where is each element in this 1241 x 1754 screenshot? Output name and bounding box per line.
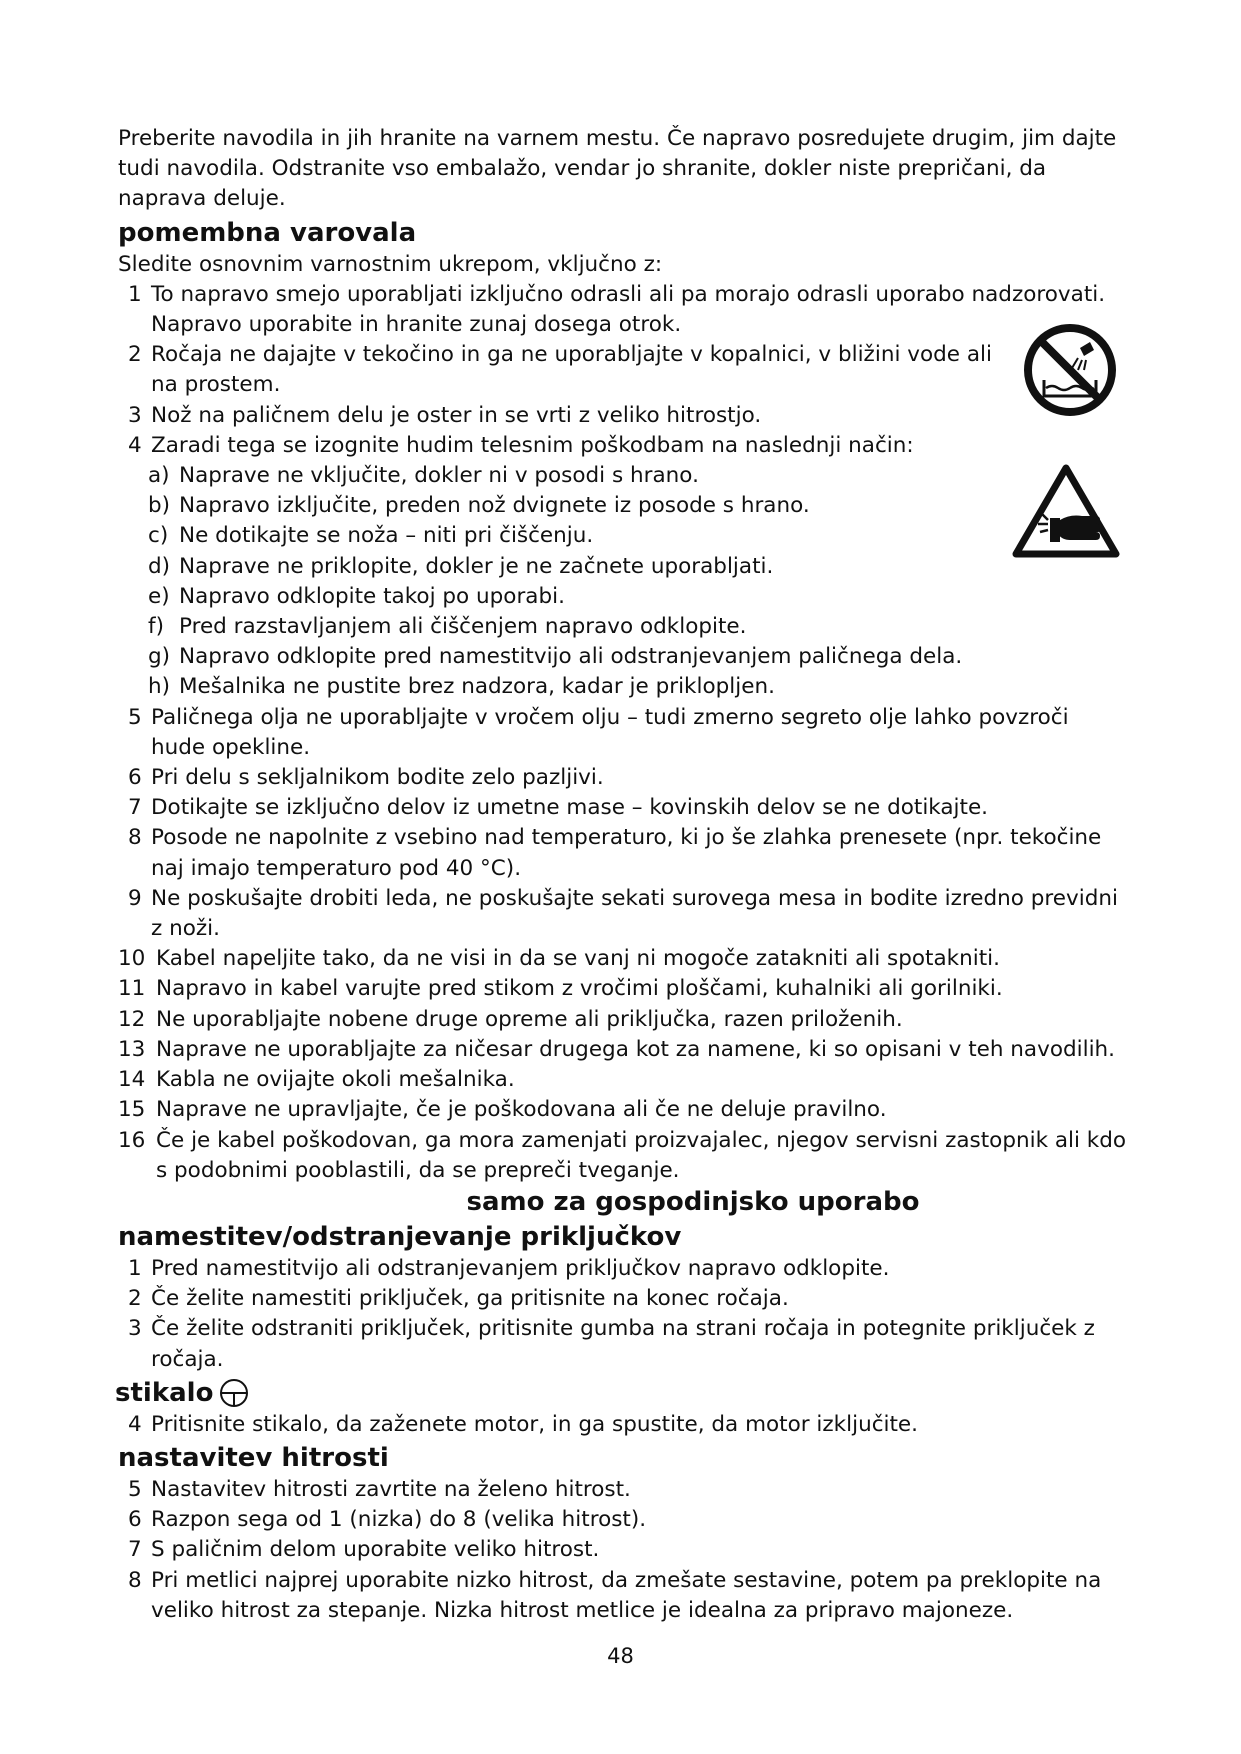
item-text: Napravo in kabel varujte pred stikom z vročimi ploščami, kuhalniki ali gorilniki. <box>156 976 1003 1002</box>
power-switch-icon <box>218 1377 250 1409</box>
item-number: 12 <box>118 1006 146 1032</box>
item-number: 8 <box>128 1567 142 1593</box>
sub-item-text: Naprave ne vključite, dokler ni v posodi s hrano. <box>179 463 699 489</box>
list-item <box>118 1410 1128 1440</box>
item-number: 1 <box>128 1255 142 1281</box>
sub-item-letter: b) <box>148 493 171 519</box>
item-number: 4 <box>128 432 142 458</box>
list-item <box>118 1254 1128 1284</box>
list-item <box>118 823 1128 883</box>
list-item <box>118 1284 1128 1314</box>
switch-heading-row <box>115 1377 1128 1410</box>
document-page <box>115 124 1128 1626</box>
list-item <box>118 1065 1128 1095</box>
item-number: 8 <box>128 825 142 851</box>
list-item <box>118 763 1128 793</box>
item-text: Posode ne napolnite z vsebino nad temperaturo, ki jo še zlahka prenesete (npr. tekočine naj imajo temperaturo pod 40 °C). <box>151 825 1102 881</box>
item-text: Kabla ne ovijajte okoli mešalnika. <box>156 1067 515 1093</box>
item-text: Ne poskušajte drobiti leda, ne poskušajte sekati surovega mesa in bodite izredno previdni z noži. <box>151 885 1118 942</box>
item-text: Če želite odstraniti priključek, pritisnite gumba na strani ročaja in potegnite priključek z ročaja. <box>151 1316 1095 1372</box>
speed-heading: nastavitev hitrosti <box>118 1442 389 1473</box>
sub-item-text: Mešalnika ne pustite brez nadzora, kadar je priklopljen. <box>179 674 775 700</box>
sub-item-letter: a) <box>148 463 170 489</box>
sub-list-item <box>118 642 1128 672</box>
sub-item-text: Napravo izključite, preden nož dvignete iz posode s hrano. <box>179 493 810 519</box>
item-text: Ročaja ne dajajte v tekočino in ga ne uporabljajte v kopalnici, v bližini vode ali na prostem. <box>151 342 992 398</box>
list-item <box>118 401 1128 431</box>
list-item <box>118 884 1128 944</box>
item-text: S paličnim delom uporabite veliko hitrost. <box>151 1537 600 1563</box>
list-item <box>118 1035 1128 1065</box>
item-number: 6 <box>128 765 142 791</box>
item-number: 10 <box>118 946 146 972</box>
sub-item-letter: f) <box>148 614 164 640</box>
sub-list-item <box>118 672 1128 702</box>
item-text: Pri metlici najprej uporabite nizko hitrost, da zmešate sestavine, potem pa preklopite na veliko hitrost za stepanje. Nizka hitrost metlice je idealna za pripravo majoneze. <box>151 1567 1102 1623</box>
item-number: 3 <box>128 402 142 428</box>
list-item <box>118 1005 1128 1035</box>
item-text: Kabel napeljite tako, da ne visi in da se vanj ni mogoče zatakniti ali spotakniti. <box>156 946 1000 972</box>
item-text: Naprave ne upravljajte, če je poškodovana ali če ne deluje pravilno. <box>156 1097 887 1123</box>
item-number: 9 <box>128 885 142 911</box>
item-text: Če želite namestiti priključek, ga pritisnite na konec ročaja. <box>151 1286 789 1312</box>
sub-item-text: Ne dotikajte se noža – niti pri čiščenju. <box>179 523 594 549</box>
sub-item-letter: d) <box>148 553 171 579</box>
sub-item-letter: c) <box>148 523 169 549</box>
sub-list-item <box>118 521 1128 551</box>
sub-item-letter: h) <box>148 674 171 700</box>
sub-item-letter: e) <box>148 583 170 609</box>
item-number: 7 <box>128 795 142 821</box>
sub-item-text: Napravo odklopite takoj po uporabi. <box>179 583 565 609</box>
sub-item-text: Napravo odklopite pred namestitvijo ali odstranjevanjem paličnega dela. <box>179 644 963 670</box>
item-text: Pri delu s sekljalnikom bodite zelo pazljivi. <box>151 765 604 791</box>
item-number: 16 <box>118 1127 146 1153</box>
sub-list-item <box>118 582 1128 612</box>
item-number: 14 <box>118 1067 146 1093</box>
list-item <box>118 974 1128 1004</box>
sub-item-text: Naprave ne priklopite, dokler je ne začnete uporabljati. <box>179 553 774 579</box>
list-item <box>118 340 1018 400</box>
item-number: 2 <box>128 342 142 368</box>
blade-warning-icon <box>1010 462 1122 560</box>
item-text: To napravo smejo uporabljati izključno odrasli ali pa morajo odrasli uporabo nadzorovati. Napravo uporabite in hranite zunaj dosega otrok. <box>151 281 1106 338</box>
list-item <box>118 1126 1128 1186</box>
item-number: 2 <box>128 1286 142 1312</box>
item-text: Pritisnite stikalo, da zaženete motor, in ga spustite, da motor izključite. <box>151 1411 918 1437</box>
item-text: Zaradi tega se izognite hudim telesnim poškodbam na naslednji način: <box>151 432 914 458</box>
sub-list-item <box>118 491 1128 521</box>
page-number: 48 <box>607 1644 634 1668</box>
item-text: Ne uporabljajte nobene druge opreme ali priključka, razen priloženih. <box>156 1006 903 1032</box>
list-item <box>118 944 1128 974</box>
list-item <box>118 1505 1128 1535</box>
item-text: Nastavitev hitrosti zavrtite na želeno hitrost. <box>151 1476 631 1502</box>
item-text: Paličnega olja ne uporabljajte v vročem olju – tudi zmerno segreto olje lahko povzroči hude opekline. <box>151 704 1069 760</box>
item-text: Nož na paličnem delu je oster in se vrti z veliko hitrostjo. <box>151 402 762 428</box>
list-item <box>118 431 1128 461</box>
item-number: 15 <box>118 1097 146 1123</box>
household-use-note: samo za gospodinjsko uporabo <box>466 1186 920 1217</box>
sub-item-text: Pred razstavljanjem ali čiščenjem napravo odklopite. <box>179 614 747 640</box>
list-item <box>118 280 1128 340</box>
intro-paragraph: Preberite navodila in jih hranite na varnem mestu. Če napravo posredujete drugim, jim dajte tudi navodila. Odstranite vso embalažo, vendar jo shranite, dokler niste prepričani, da naprava deluje. <box>118 126 1117 212</box>
list-item <box>118 1314 1128 1374</box>
item-number: 1 <box>128 281 142 307</box>
item-number: 11 <box>118 976 146 1002</box>
item-number: 5 <box>128 704 142 730</box>
list-item <box>118 1535 1128 1565</box>
switch-heading: stikalo <box>115 1377 214 1408</box>
item-text: Pred namestitvijo ali odstranjevanjem priključkov napravo odklopite. <box>151 1255 890 1281</box>
sub-list-item <box>118 461 1128 491</box>
item-number: 4 <box>128 1411 142 1437</box>
item-number: 6 <box>128 1507 142 1533</box>
sub-list-item <box>118 552 1128 582</box>
list-item <box>118 703 1128 763</box>
item-number: 3 <box>128 1316 142 1342</box>
safety-lead: Sledite osnovnim varnostnim ukrepom, vključno z: <box>118 251 663 277</box>
list-item <box>118 1566 1128 1626</box>
item-number: 5 <box>128 1476 142 1502</box>
sub-item-letter: g) <box>148 644 171 670</box>
item-text: Dotikajte se izključno delov iz umetne mase – kovinskih delov se ne dotikajte. <box>151 795 989 821</box>
attachments-heading: namestitev/odstranjevanje priključkov <box>118 1221 682 1252</box>
item-text: Če je kabel poškodovan, ga mora zamenjati proizvajalec, njegov servisni zastopnik ali kdo s podobnimi pooblastili, da se prepreči tveganje. <box>156 1127 1127 1183</box>
list-item <box>118 1475 1128 1505</box>
item-text: Razpon sega od 1 (nizka) do 8 (velika hitrost). <box>151 1507 647 1533</box>
item-number: 7 <box>128 1537 142 1563</box>
no-water-bath-icon <box>1022 322 1118 418</box>
sub-list-item <box>118 612 1128 642</box>
list-item <box>118 793 1128 823</box>
item-text: Naprave ne uporabljajte za ničesar drugega kot za namene, ki so opisani v teh navodilih. <box>156 1036 1116 1062</box>
safety-heading: pomembna varovala <box>118 217 417 248</box>
list-item <box>118 1095 1128 1125</box>
item-number: 13 <box>118 1036 146 1062</box>
